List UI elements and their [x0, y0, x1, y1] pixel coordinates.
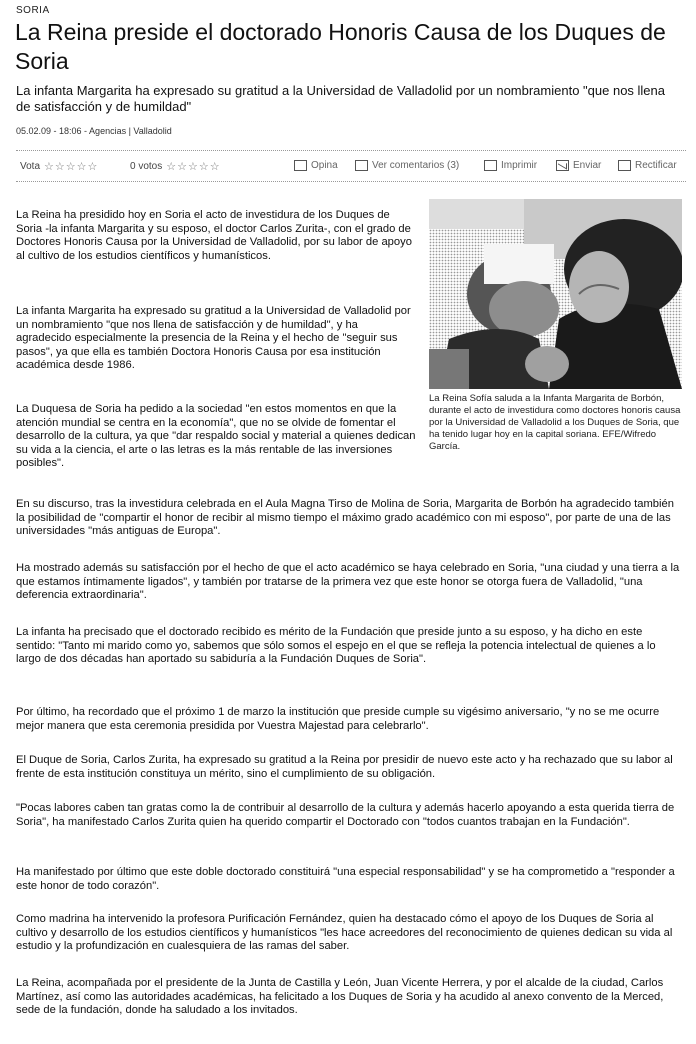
envelope-icon	[556, 160, 569, 171]
comment-form-icon	[294, 160, 307, 171]
paragraph-2: La infanta Margarita ha expresado su gratitud a la Universidad de Valladolid por un nombramiento "que nos llena de satisfacción y de humildad", y ha agradecido especialmente la presencia de la Reina y el hecho de "seguir sus pasos", ya que ella es también Doctora Honoris Causa por esa institución académica desde 1986.	[16, 305, 411, 372]
paragraph-11: Como madrina ha intervenido la profesora Purificación Fernández, quien ha destacado cómo el apoyo de los Duques de Soria al cultivo y desarrollo de los estudios científicos y humanísticos "les hace acreedores del reconocimiento de quienes dedican su vida al estudio y la profundización en cualesquiera de las ramas del saber.	[16, 913, 673, 953]
paragraph-7: Por último, ha recordado que el próximo 1 de marzo la institución que preside cumple su vigésimo aniversario, "y no se me ocurre mejor manera que esta ceremonia presidida por Vuestra Majestad para celebrarlo".	[16, 706, 660, 732]
paragraph-4: En su discurso, tras la investidura celebrada en el Aula Magna Tirso de Molina de Soria, Margarita de Borbón ha agradecido también la posibilidad de "compartir el honor de recibir al mismo tiempo el máximo grado académico con mi esposo", por parte de una de las universidades "más antiguas de Europa".	[16, 498, 674, 538]
pencil-icon	[618, 160, 631, 171]
send-link[interactable]	[556, 160, 601, 171]
queen-greeting-photo	[429, 199, 682, 389]
rectify-link[interactable]	[618, 160, 677, 171]
print-link[interactable]	[484, 160, 537, 171]
comments-link[interactable]	[355, 160, 459, 171]
paragraph-5: Ha mostrado además su satisfacción por el hecho de que el acto académico se haya celebrado en Soria, "una ciudad y una tierra a la que estamos íntimamente ligados", y también por tratarse de la primera vez que este honor se otorga fuera de Valladolid, "una deferencia extraordinaria".	[16, 562, 680, 602]
opina-label: Opina	[311, 160, 338, 171]
rating-stars-icon: ☆☆☆☆☆	[166, 161, 221, 173]
paragraph-6: La infanta ha precisado que el doctorado recibido es mérito de la Fundación que preside junto a su esposo, y ha dicho en este sentido: "Tanto mi marido como yo, sabemos que sólo somos el espejo en el que se refleja la potencia intelectual de quienes a lo largo de dos décadas han aportado su sabiduría a la Fundación Duques de Soria".	[16, 626, 656, 666]
printer-icon	[484, 160, 497, 171]
votes-count: 0 votos	[130, 161, 163, 172]
opina-link[interactable]	[294, 160, 338, 171]
vote-stars-icon[interactable]: ☆☆☆☆☆	[44, 161, 99, 173]
send-label: Enviar	[573, 160, 602, 171]
paragraph-8: El Duque de Soria, Carlos Zurita, ha expresado su gratitud a la Reina por presidir de nuevo este acto y ha rechazado que su labor al frente de esta institución constituya un mérito, sino el cumplimiento de su obligación.	[16, 754, 673, 780]
photo-caption: La Reina Sofía saluda a la Infanta Margarita de Borbón, durante el acto de investidura como doctores honoris causa por la Universidad de Valladolid a los Duques de Soria, que ha tenido lugar hoy en la capital soriana. EFE/Wifredo García.	[429, 393, 681, 452]
article-photo	[429, 199, 682, 389]
paragraph-9: "Pocas labores caben tan gratas como la de contribuir al desarrollo de la cultura y además hacerlo apoyando a esta querida tierra de Soria", ha manifestado Carlos Zurita quien ha querido compartir el Doctorado con "todos cuantos trabajan en la Fundación".	[16, 802, 675, 828]
section-label[interactable]: SORIA	[16, 5, 50, 16]
headline: La Reina preside el doctorado Honoris Causa de los Duques de Soria	[15, 19, 666, 74]
paragraph-1: La Reina ha presidido hoy en Soria el acto de investidura de los Duques de Soria -la infanta Margarita y su esposo, el doctor Carlos Zurita-, con el grado de Doctores Honoris Causa por la Universidad de Valladolid, por su labor de apoyo al cultivo de los estudios científicos y humanísticos.	[16, 209, 412, 262]
dateline: 05.02.09 - 18:06 - Agencias | Valladolid	[16, 126, 172, 136]
votes-summary	[130, 160, 221, 173]
comments-icon	[355, 160, 368, 171]
rectify-label: Rectificar	[635, 160, 677, 171]
vote-widget[interactable]	[20, 160, 98, 173]
paragraph-10: Ha manifestado por último que este doble doctorado constituirá "una especial responsabilidad" y se ha comprometido a "responder a este honor de todo corazón".	[16, 866, 675, 892]
paragraph-3: La Duquesa de Soria ha pedido a la sociedad "en estos momentos en que la atención mundial se centra en la economía", que no se olvide de fomentar el desarrollo de la cultura, ya que "dar respaldo social y material a quienes dedican su vida a la ciencia, el arte o las letras es la más rentable de las inversiones posibles".	[16, 403, 416, 470]
comments-label: Ver comentarios (3)	[372, 160, 460, 171]
subtitle: La infanta Margarita ha expresado su gratitud a la Universidad de Valladolid por un nombramiento "que nos llena de satisfacción y de humildad"	[16, 83, 665, 114]
article-toolbar	[16, 150, 686, 182]
paragraph-12: La Reina, acompañada por el presidente de la Junta de Castilla y León, Juan Vicente Herrera, y por el alcalde de la ciudad, Carlos Martínez, así como las autoridades académicas, ha felicitado a los Duques de Soria y ha acudido al anexo convento de la Merced, sede de la fundación, donde ha saludado a los invitados.	[16, 977, 664, 1017]
vote-label: Vota	[20, 161, 41, 172]
print-label: Imprimir	[501, 160, 538, 171]
